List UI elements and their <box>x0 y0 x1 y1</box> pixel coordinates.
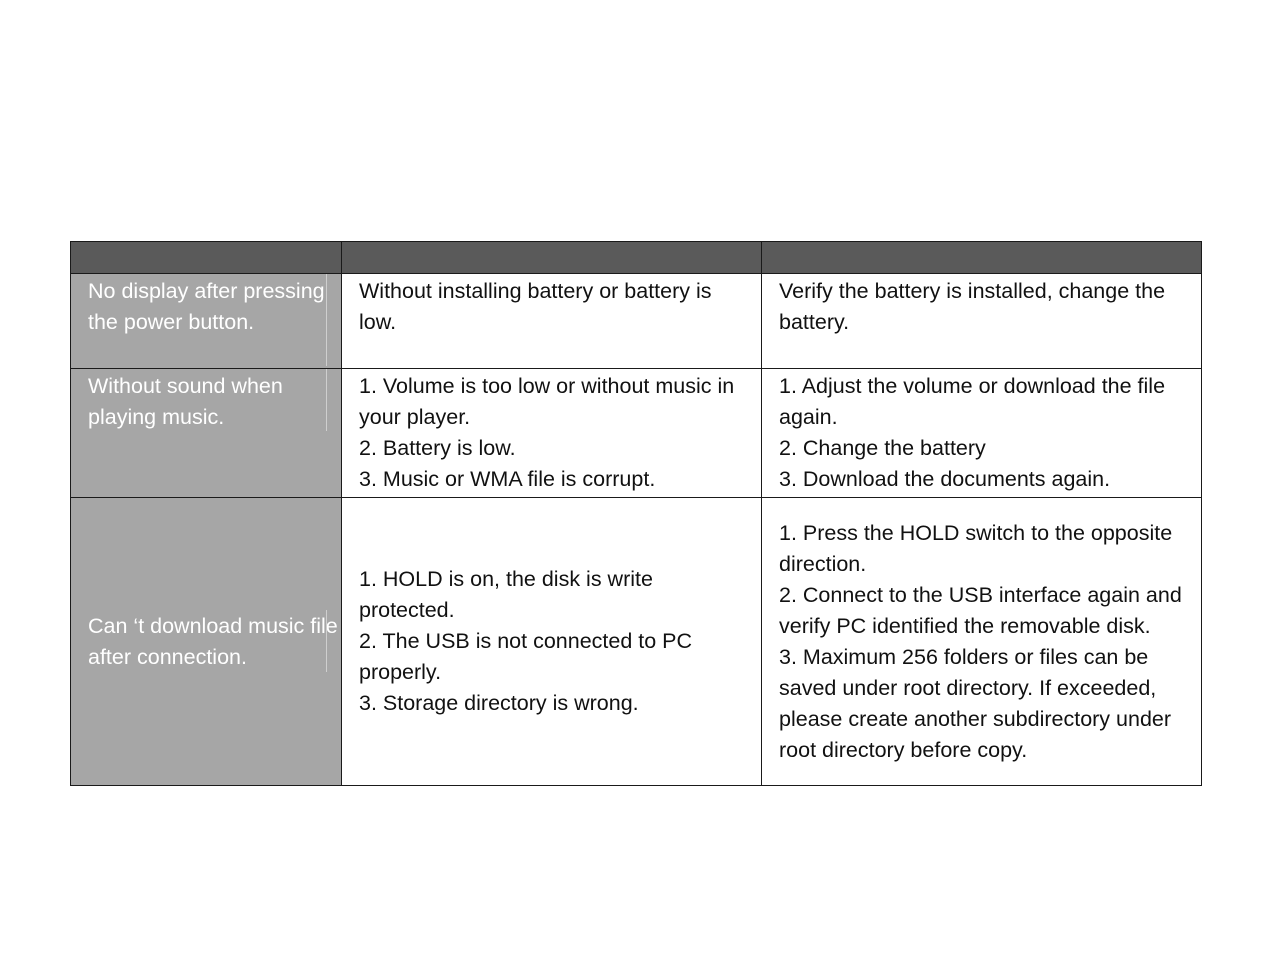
symptom-cell <box>71 274 342 369</box>
cause-line: 1. HOLD is on, the disk is write protected. <box>359 567 653 622</box>
solution-cell <box>762 369 1202 498</box>
symptom-text: Without sound when playing music. <box>88 374 283 429</box>
solution-line: 3. Download the documents again. <box>779 467 1111 491</box>
cause-line: 3. Storage directory is wrong. <box>359 691 639 715</box>
symptom-text: Can ‘t download music file after connection. <box>88 613 338 669</box>
cause-line: Without installing battery or battery is low. <box>359 279 712 334</box>
cell-guide-line <box>326 274 327 366</box>
solution-cell <box>762 274 1202 369</box>
cause-cell <box>342 498 762 786</box>
solution-line: 3. Maximum 256 folders or files can be saved under root directory. If exceeded, please create another subdirectory under root directory before copy. <box>779 644 1172 762</box>
solution-line: 2. Connect to the USB interface again and verify PC identified the removable disk. <box>779 582 1182 638</box>
solution-line: 1. Press the HOLD switch to the opposite direction. <box>779 520 1173 576</box>
table-row <box>71 369 1202 498</box>
cause-line: 2. Battery is low. <box>359 436 516 460</box>
cause-line: 1. Volume is too low or without music in your player. <box>359 374 735 429</box>
header-cell-cause <box>342 242 762 274</box>
symptom-cell <box>71 369 342 498</box>
cause-line: 3. Music or WMA file is corrupt. <box>359 467 656 491</box>
cause-cell <box>342 274 762 369</box>
header-cell-symptom <box>71 242 342 274</box>
solution-line: Verify the battery is installed, change the battery. <box>779 279 1166 334</box>
table-header-row <box>71 242 1202 274</box>
cause-line: 2. The USB is not connected to PC properly. <box>359 629 693 684</box>
cell-guide-line <box>326 369 327 431</box>
header-cell-solution <box>762 242 1202 274</box>
symptom-text: No display after pressing the power button. <box>88 279 325 334</box>
troubleshooting-table <box>70 241 1202 786</box>
cause-cell <box>342 369 762 498</box>
cell-guide-line <box>326 610 327 672</box>
solution-cell <box>762 498 1202 786</box>
solution-line: 2. Change the battery <box>779 436 986 460</box>
table-row <box>71 498 1202 786</box>
table-row <box>71 274 1202 369</box>
symptom-cell <box>71 498 342 786</box>
solution-line: 1. Adjust the volume or download the file again. <box>779 374 1166 429</box>
